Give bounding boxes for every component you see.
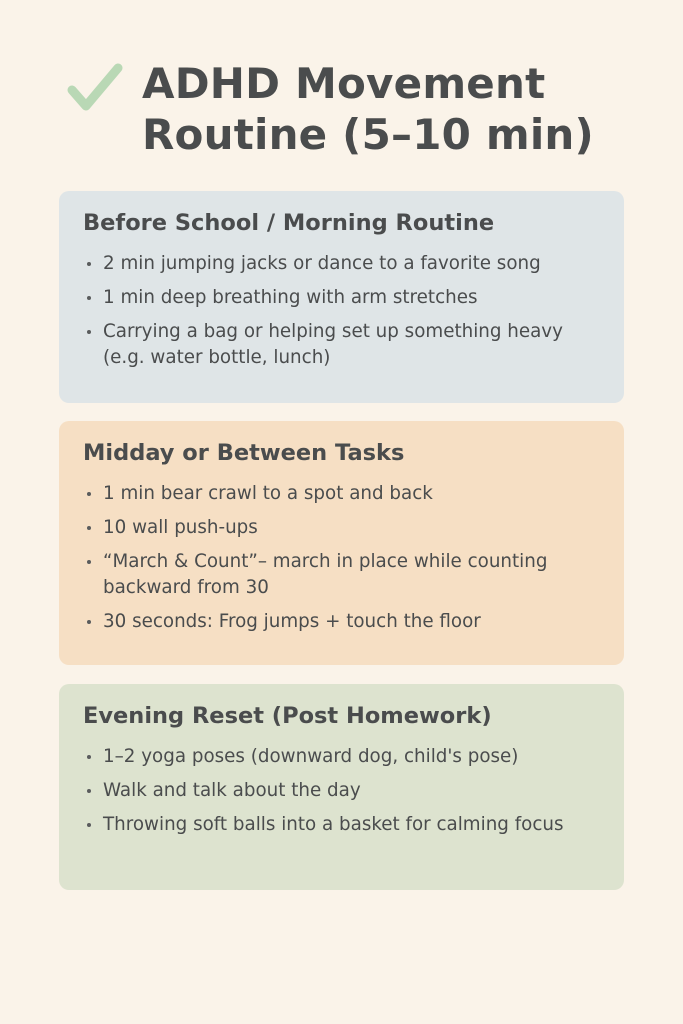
section-card-morning <box>59 191 624 403</box>
list-item: 1 min bear crawl to a spot and back <box>83 481 606 507</box>
list-item: 10 wall push-ups <box>83 515 606 541</box>
list-item: Throwing soft balls into a basket for calming focus <box>83 812 606 838</box>
section-title: Midday or Between Tasks <box>83 440 405 466</box>
list-item: 1 min deep breathing with arm stretches <box>83 285 606 311</box>
activity-list <box>83 744 606 838</box>
checkmark-icon <box>64 60 124 116</box>
list-item: 30 seconds: Frog jumps + touch the floor <box>83 609 606 635</box>
section-card-evening <box>59 684 624 890</box>
activity-list <box>83 251 606 371</box>
list-item: Walk and talk about the day <box>83 778 606 804</box>
section-card-midday <box>59 421 624 665</box>
page-title <box>142 58 594 160</box>
title-line-1: ADHD Movement <box>142 59 546 108</box>
list-item: Carrying a bag or helping set up something heavy (e.g. water bottle, lunch) <box>83 319 606 371</box>
section-title: Before School / Morning Routine <box>83 210 495 236</box>
title-line-2: Routine (5–10 min) <box>142 110 594 159</box>
list-item: 2 min jumping jacks or dance to a favorite song <box>83 251 606 277</box>
list-item: 1–2 yoga poses (downward dog, child's pose) <box>83 744 606 770</box>
section-title: Evening Reset (Post Homework) <box>83 703 492 729</box>
activity-list <box>83 481 606 635</box>
list-item: “March & Count”– march in place while counting backward from 30 <box>83 549 606 601</box>
